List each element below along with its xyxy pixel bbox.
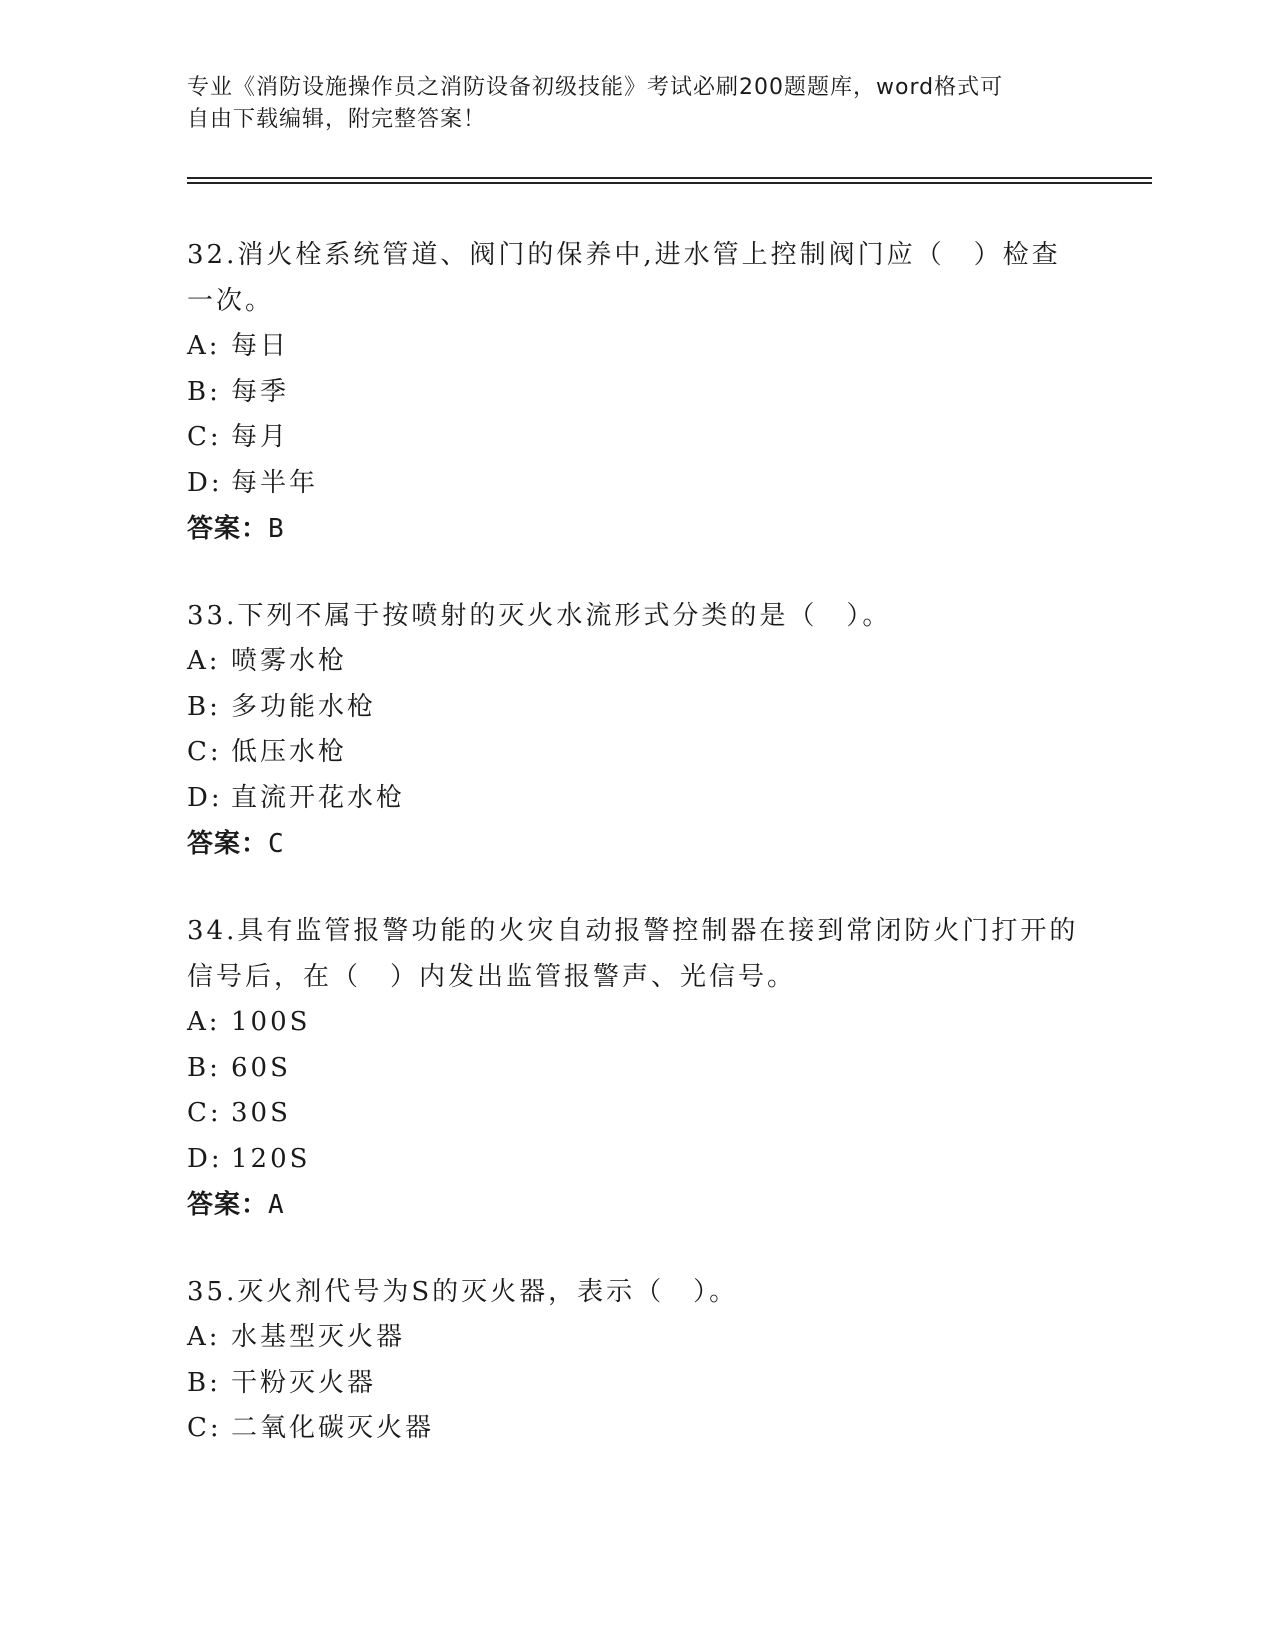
option-key: B: — [187, 691, 221, 722]
option-key: B: — [187, 1052, 221, 1083]
option-text: 喷雾水枪 — [231, 646, 348, 676]
option-b — [187, 1046, 1087, 1092]
option-c — [187, 415, 1087, 461]
option-key: C: — [187, 1413, 222, 1443]
option-b — [187, 1361, 1087, 1407]
answer-value: B — [268, 514, 285, 544]
option-key: B: — [187, 376, 221, 407]
option-key: C: — [187, 1098, 222, 1128]
document-header — [187, 72, 1067, 136]
option-key: D: — [187, 467, 223, 498]
header-line-2: 自由下载编辑，附完整答案！ — [187, 107, 487, 132]
question-stem — [187, 593, 1087, 639]
option-text: 每半年 — [231, 467, 319, 498]
option-key: A: — [187, 1322, 221, 1352]
header-divider-bottom — [187, 182, 1152, 184]
answer-label: 答案： — [187, 829, 269, 859]
option-d — [187, 776, 1087, 822]
option-a — [187, 1315, 1087, 1361]
answer-value: A — [268, 1190, 285, 1220]
answer-label: 答案： — [187, 514, 269, 544]
option-text: 直流开花水枪 — [231, 782, 406, 813]
option-text: 低压水枪 — [231, 737, 348, 767]
question-stem — [187, 908, 1087, 1000]
option-text: 每日 — [231, 331, 290, 361]
answer — [187, 1182, 1087, 1228]
question-stem-line-1: 35.灭火剂代号为S的灭火器，表示（ ）。 — [187, 1277, 739, 1307]
question-34 — [187, 908, 1087, 1228]
option-text: 每季 — [231, 376, 290, 407]
question-stem-line-1: 32.消火栓系统管道、阀门的保养中,进水管上控制阀门应（ ）检查 — [187, 240, 1061, 270]
option-a — [187, 1000, 1087, 1046]
option-key: B: — [187, 1367, 221, 1398]
option-a — [187, 639, 1087, 685]
question-33 — [187, 593, 1087, 867]
option-key: A: — [187, 1007, 221, 1037]
option-d — [187, 1137, 1087, 1183]
option-d — [187, 461, 1087, 507]
option-text: 每月 — [231, 422, 290, 452]
option-c — [187, 1406, 1087, 1452]
header-divider-top — [187, 177, 1152, 179]
option-text: 干粉灭火器 — [231, 1367, 377, 1398]
question-list — [187, 232, 1087, 1493]
option-text: 多功能水枪 — [231, 691, 377, 722]
answer-label: 答案： — [187, 1190, 269, 1220]
option-key: A: — [187, 646, 221, 676]
option-text: 60S — [231, 1052, 291, 1083]
option-key: C: — [187, 422, 222, 452]
option-text: 30S — [231, 1098, 291, 1128]
answer — [187, 506, 1087, 552]
question-stem-line-1: 33.下列不属于按喷射的灭火水流形式分类的是（ ）。 — [187, 601, 892, 631]
question-stem-line-2: 信号后，在（ ）内发出监管报警声、光信号。 — [187, 962, 797, 992]
question-stem — [187, 232, 1087, 324]
option-b — [187, 370, 1087, 416]
question-stem — [187, 1269, 1087, 1315]
answer-value: C — [268, 829, 285, 859]
option-key: D: — [187, 1143, 223, 1174]
option-a — [187, 324, 1087, 370]
header-line-1: 专业《消防设施操作员之消防设备初级技能》考试必刷200题题库，word格式可 — [187, 75, 1004, 100]
option-key: A: — [187, 331, 221, 361]
option-text: 100S — [231, 1007, 311, 1037]
option-text: 120S — [231, 1143, 311, 1174]
question-35 — [187, 1269, 1087, 1452]
option-c — [187, 1091, 1087, 1137]
option-text: 水基型灭火器 — [231, 1322, 406, 1352]
question-stem-line-1: 34.具有监管报警功能的火灾自动报警控制器在接到常闭防火门打开的 — [187, 916, 1079, 946]
answer — [187, 821, 1087, 867]
question-32 — [187, 232, 1087, 552]
option-key: D: — [187, 782, 223, 813]
option-b — [187, 685, 1087, 731]
option-key: C: — [187, 737, 222, 767]
question-stem-line-2: 一次。 — [187, 286, 275, 316]
option-c — [187, 730, 1087, 776]
option-text: 二氧化碳灭火器 — [231, 1413, 435, 1443]
